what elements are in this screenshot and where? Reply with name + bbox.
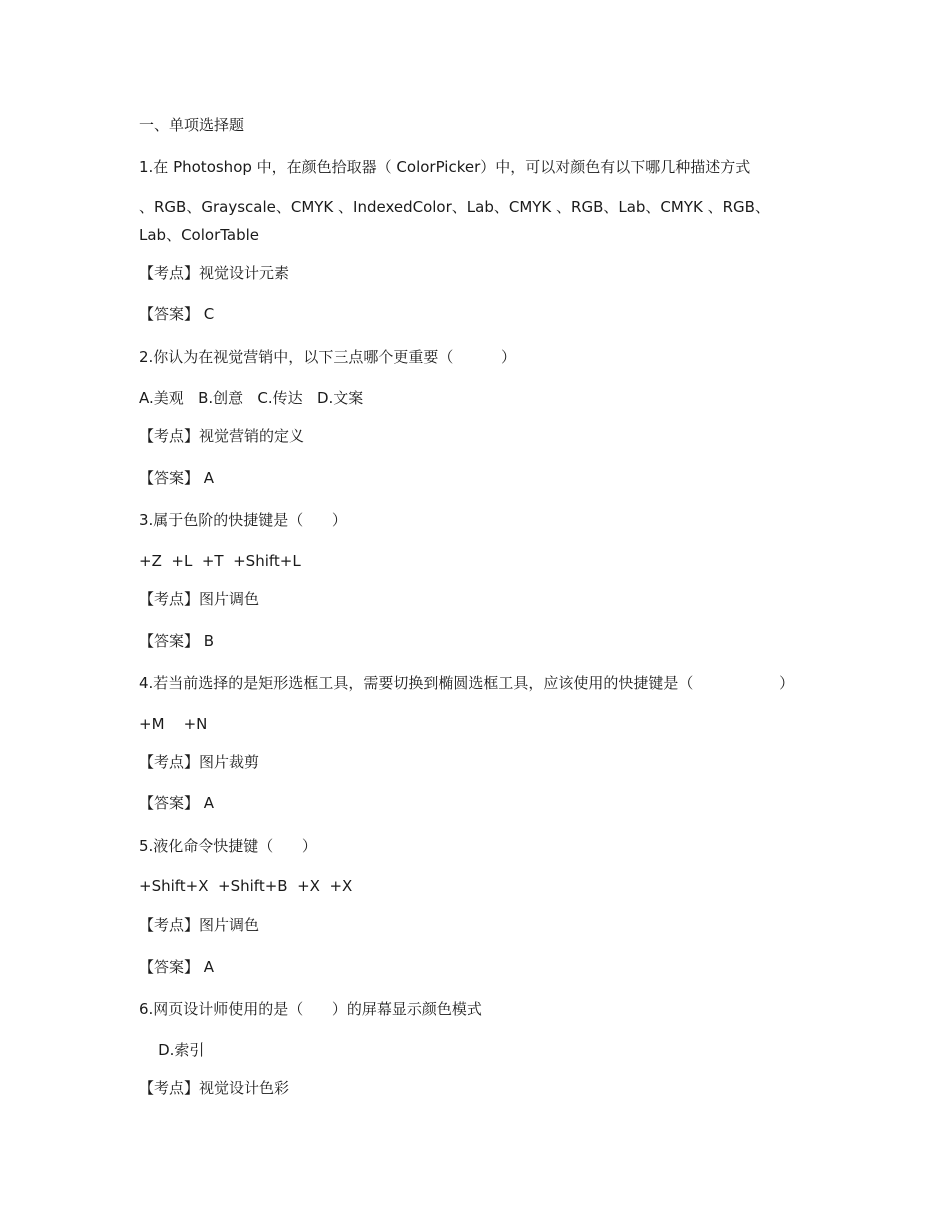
q3-question: 3.属于色阶的快捷键是（ ）: [139, 511, 347, 529]
q6-options: D.索引: [139, 1041, 205, 1059]
q6-topic: 【考点】视觉设计色彩: [139, 1079, 290, 1097]
q5-question: 5.液化命令快捷键（ ）: [139, 837, 317, 855]
q4-question: 4.若当前选择的是矩形选框工具，需要切换到椭圆选框工具，应该使用的快捷键是（ ）: [139, 674, 795, 692]
q1-question: 1.在 Photoshop 中，在颜色拾取器（ ColorPicker）中，可以对颜色有以下哪几种描述方式: [139, 158, 751, 176]
q1-options-line2: Lab、ColorTable: [139, 226, 260, 244]
q3-answer: 【答案】 B: [139, 632, 215, 650]
q5-topic: 【考点】图片调色: [139, 916, 260, 934]
q1-answer: 【答案】 C: [139, 305, 215, 323]
q3-topic: 【考点】图片调色: [139, 590, 260, 608]
q2-options: A.美观 B.创意 C.传达 D.文案: [139, 389, 364, 407]
q4-options: +M +N: [139, 715, 208, 733]
section-title: 一、单项选择题: [139, 116, 245, 134]
q4-topic: 【考点】图片裁剪: [139, 753, 260, 771]
q1-topic: 【考点】视觉设计元素: [139, 264, 290, 282]
q1-options-line1: 、RGB、Grayscale、CMYK 、IndexedColor、Lab、CMYK 、RGB、Lab、CMYK 、RGB、: [139, 198, 770, 216]
q4-answer: 【答案】 A: [139, 794, 215, 812]
q6-question: 6.网页设计师使用的是（ ）的屏幕显示颜色模式: [139, 1000, 482, 1018]
q5-options: +Shift+X +Shift+B +X +X: [139, 877, 353, 895]
q3-options: +Z +L +T +Shift+L: [139, 552, 301, 570]
q5-answer: 【答案】 A: [139, 958, 215, 976]
q2-question: 2.你认为在视觉营销中，以下三点哪个更重要（ ）: [139, 348, 516, 366]
q2-answer: 【答案】 A: [139, 469, 215, 487]
q2-topic: 【考点】视觉营销的定义: [139, 427, 305, 445]
